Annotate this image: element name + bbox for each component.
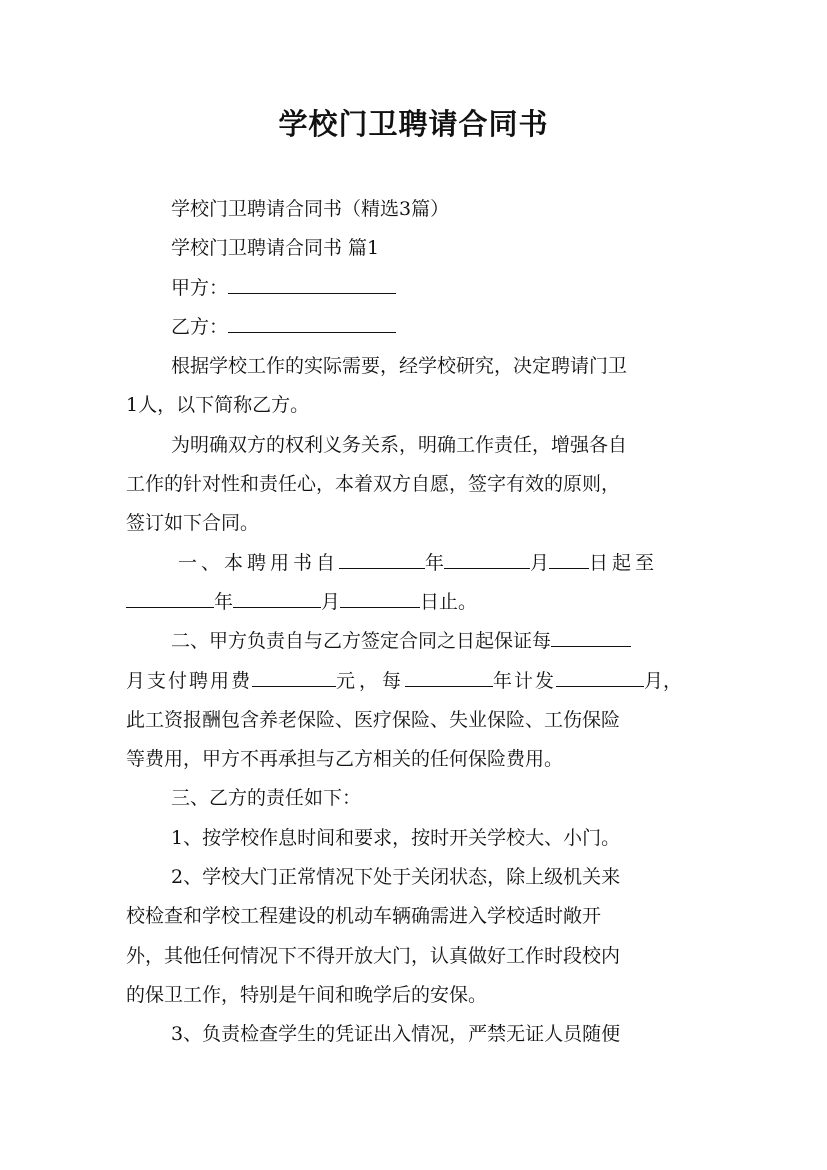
- party-b-blank: [228, 312, 396, 333]
- clause-2-line: [126, 622, 704, 661]
- paragraph-line: 工作的针对性和责任心，本着双方自愿，签字有效的原则，: [126, 473, 621, 496]
- paragraph-line: 的保卫工作，特别是午间和晚学后的安保。: [126, 983, 488, 1006]
- paragraph-line: 签订如下合同。: [126, 512, 260, 535]
- party-b-line: [126, 308, 704, 347]
- clause-1-blank: [340, 587, 420, 608]
- paragraph-line: 此工资报酬包含养老保险、医疗保险、失业保险、工伤保险: [126, 708, 621, 731]
- paragraph-line: 3、负责检查学生的凭证出入情况，严禁无证人员随便: [171, 1023, 621, 1046]
- paragraph-line: 等费用，甲方不再承担与乙方相关的任何保险费用。: [126, 748, 564, 771]
- clause-1-text: 一、本聘用书自: [178, 551, 340, 574]
- clause-1-year: 年: [425, 551, 445, 574]
- paragraph-line: 1、按学校作息时间和要求，按时开关学校大、小门。: [171, 826, 621, 849]
- clause-2-blank: [551, 626, 631, 647]
- paragraph-line: 2、学校大门正常情况下处于关闭状态，除上级机关来: [171, 866, 621, 889]
- clause-3-heading: 三、乙方的责任如下：: [171, 787, 362, 810]
- document-title: 学校门卫聘请合同书: [278, 107, 549, 141]
- clause-2-year: 年计发: [493, 669, 557, 692]
- clause-2-yuan: 元，每: [336, 669, 406, 692]
- subtitle-line: 学校门卫聘请合同书（精选3篇）: [171, 198, 450, 220]
- clause-1-blank: [444, 548, 530, 569]
- clause-1-line: [126, 544, 704, 583]
- clause-2-blank: [556, 666, 644, 687]
- party-a-blank: [228, 273, 396, 294]
- clause-1-year2: 年: [214, 590, 234, 613]
- paragraph-line: 外，其他任何情况下不得开放大门，认真做好工作时段校内: [126, 944, 621, 967]
- clause-1-blank: [126, 587, 214, 608]
- clause-1-month2: 月: [321, 590, 341, 613]
- clause-1-blank: [549, 548, 589, 569]
- document-body: [126, 190, 704, 1055]
- party-b-label: 乙方：: [171, 315, 229, 338]
- paragraph-line: 校检查和学校工程建设的机动车辆确需进入学校适时敞开: [126, 905, 602, 928]
- paragraph-line: 1人，以下简称乙方。: [126, 394, 310, 417]
- clause-2-text: 二、甲方负责自与乙方签定合同之日起保证每: [171, 630, 552, 653]
- party-a-label: 甲方：: [171, 276, 229, 299]
- party-a-line: [126, 269, 704, 308]
- clause-1-blank: [233, 587, 321, 608]
- clause-1-end: 日止。: [420, 590, 478, 613]
- clause-1-day: 日起至: [589, 551, 659, 574]
- clause-1-line-2: [126, 583, 704, 622]
- clause-2-line-2: [126, 662, 704, 701]
- paragraph-line: 为明确双方的权利义务关系，明确工作责任，增强各自: [171, 433, 628, 456]
- section-heading: 学校门卫聘请合同书 篇1: [171, 237, 380, 260]
- clause-2-blank: [405, 666, 493, 687]
- clause-1-month: 月: [530, 551, 550, 574]
- clause-1-blank: [339, 548, 425, 569]
- clause-2-blank: [252, 666, 336, 687]
- clause-2-month: 月，: [644, 669, 683, 692]
- paragraph-line: 根据学校工作的实际需要，经学校研究，决定聘请门卫: [171, 355, 628, 378]
- clause-2-pay: 月支付聘用费: [126, 669, 253, 692]
